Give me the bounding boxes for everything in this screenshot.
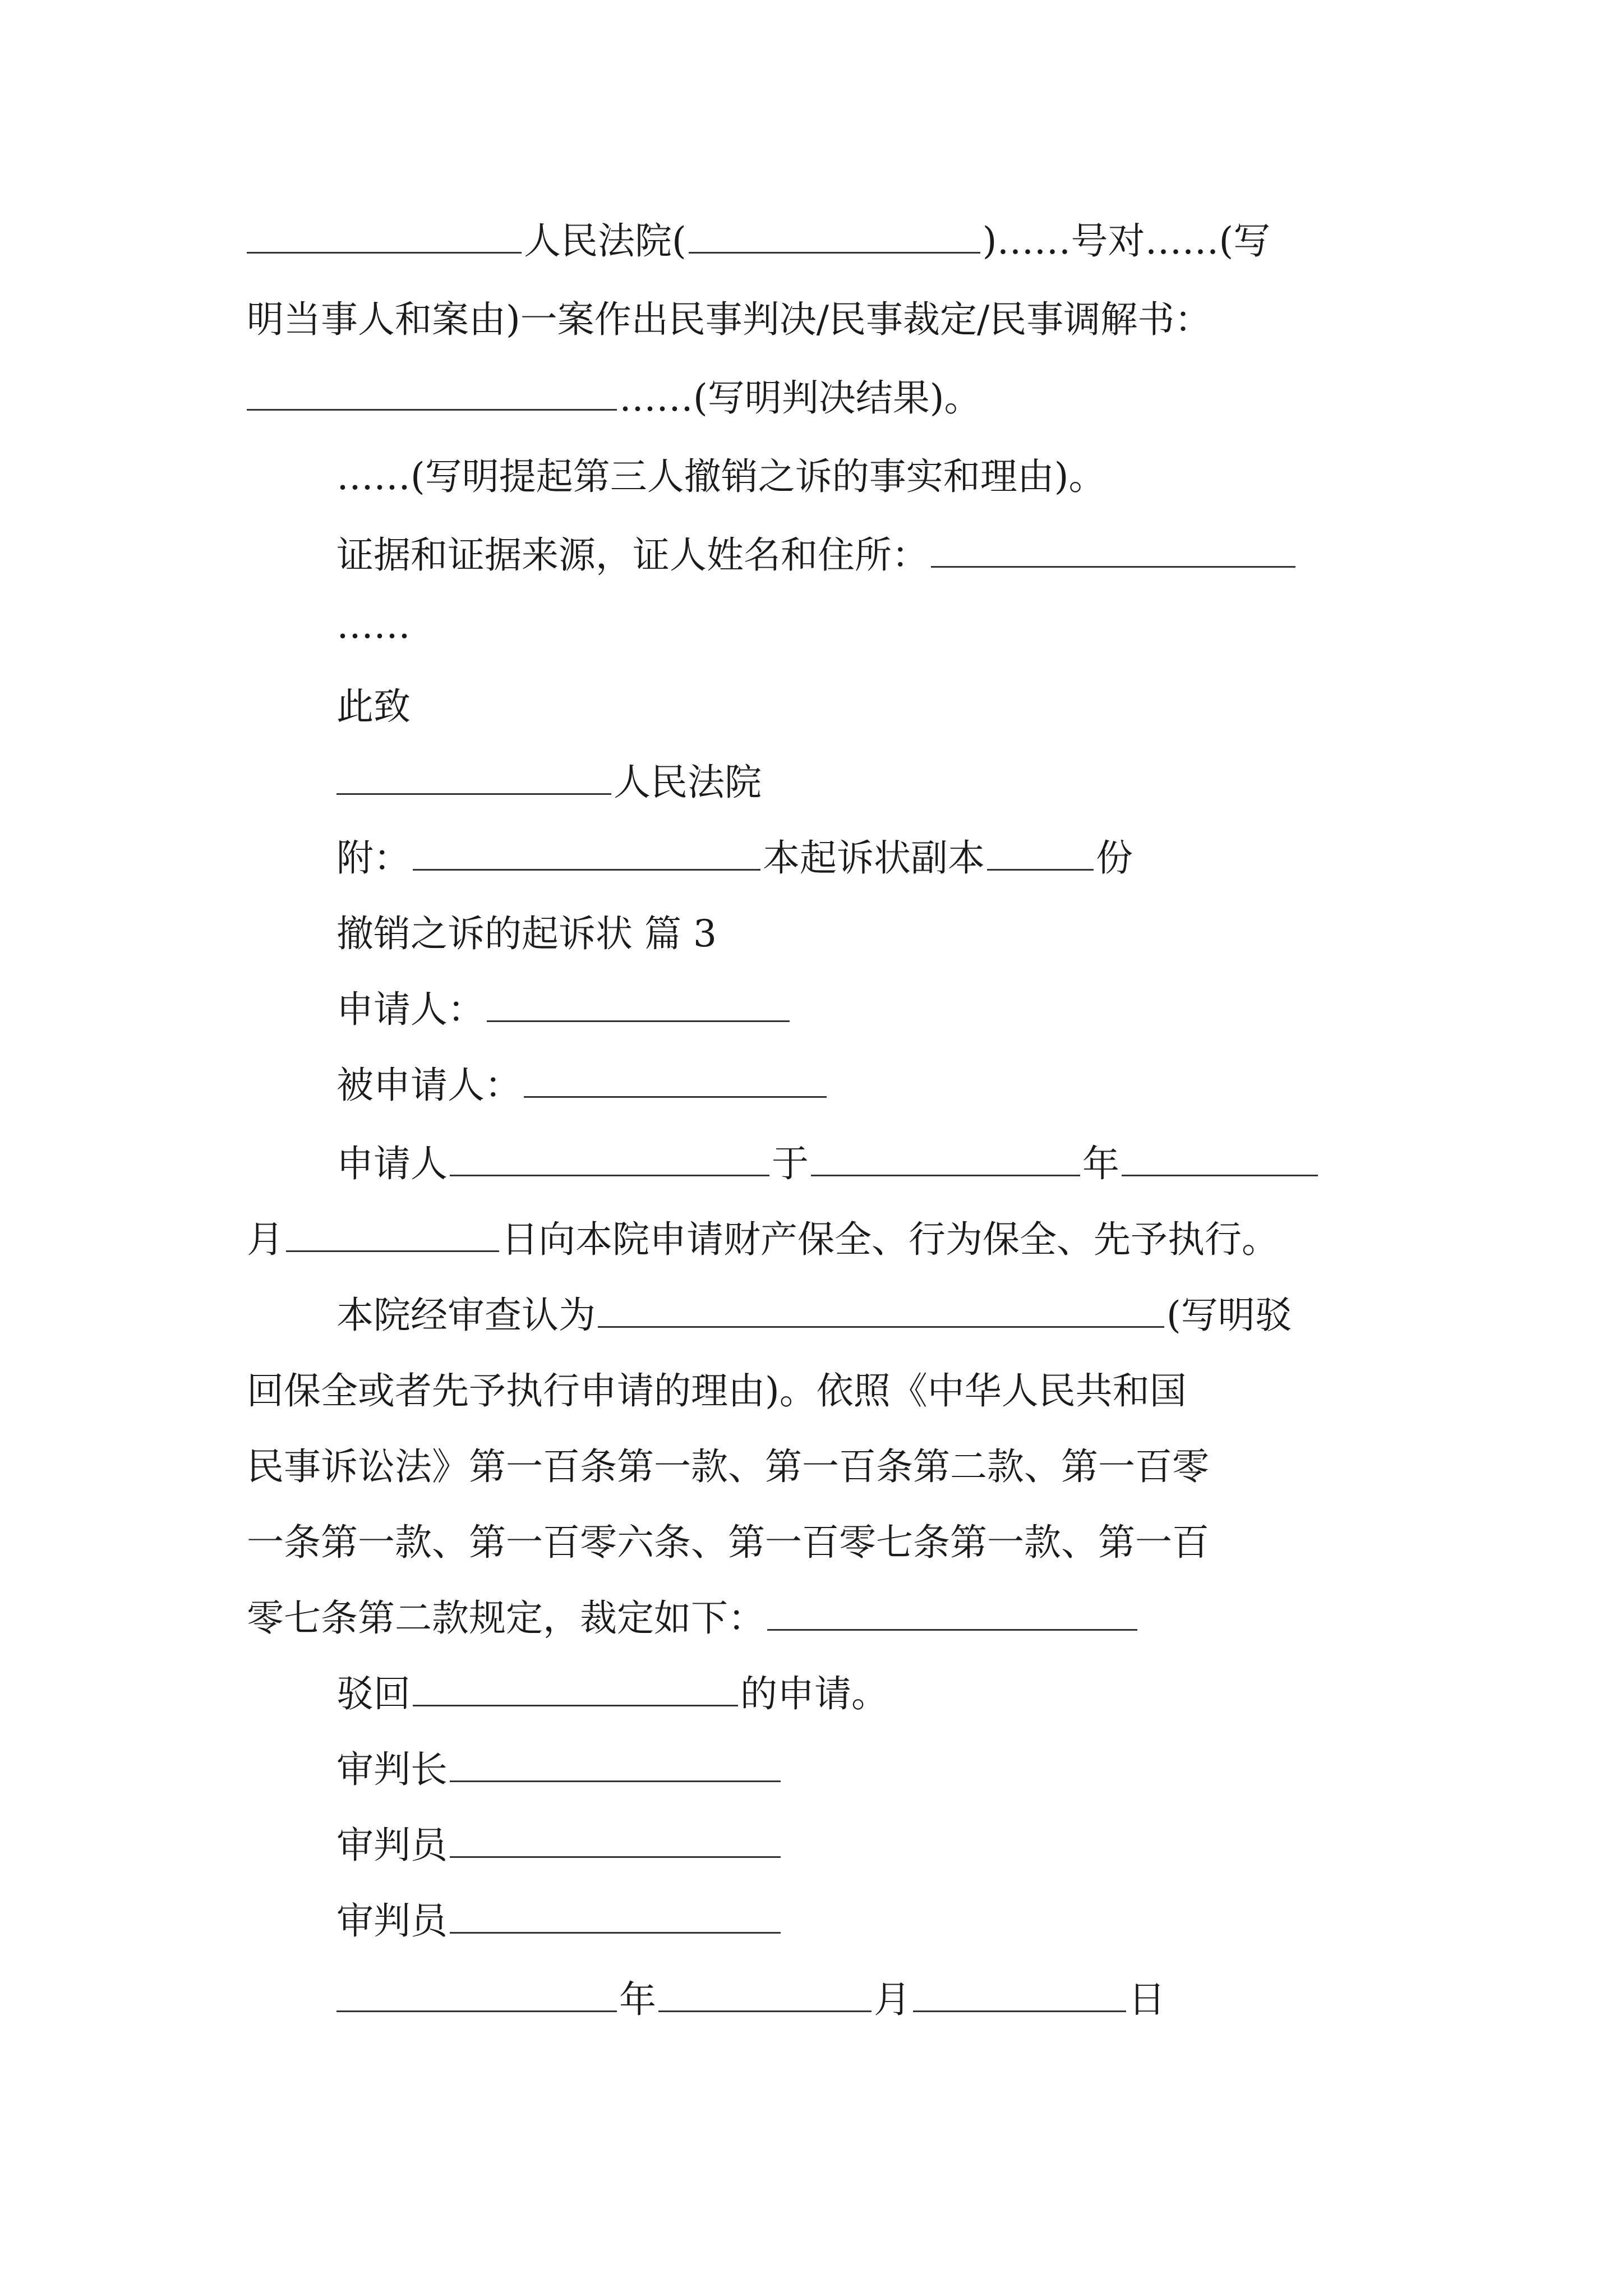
body-line	[247, 295, 1380, 345]
applicant-blank	[487, 987, 790, 1022]
signature-month-label: 月	[874, 1978, 911, 2021]
salutation-text: 此致	[336, 685, 411, 728]
applicant-line	[336, 984, 792, 1035]
body-line	[247, 1442, 1209, 1492]
review-blank	[598, 1292, 1164, 1328]
copies-label: 本起诉状副本	[763, 836, 985, 880]
presiding-judge-label: 审判长	[336, 1748, 448, 1791]
addressee-text: 人民法院	[614, 761, 762, 804]
court-label: 人民法院(	[524, 219, 686, 263]
presiding-judge-blank	[450, 1747, 781, 1782]
copies-unit: 份	[1096, 836, 1133, 880]
attachment-blank	[413, 835, 760, 871]
evidence-line	[336, 530, 1298, 581]
addressee-court-blank	[336, 760, 611, 795]
body-line	[247, 1517, 1209, 1568]
review-label: 本院经审查认为	[336, 1294, 596, 1337]
ruling-text: 零七条第二款规定，裁定如下：	[247, 1596, 765, 1640]
evidence-blank	[931, 532, 1295, 568]
signature-day-label: 日	[1128, 1978, 1165, 2021]
respondent-blank	[524, 1062, 827, 1098]
judge-blank	[450, 1898, 781, 1934]
review-tail: (写明驳	[1166, 1294, 1292, 1337]
dismiss-label: 驳回	[336, 1672, 411, 1715]
evidence-label: 证据和证据来源，证人姓名和住所：	[336, 533, 929, 577]
ruling-blank	[767, 1595, 1137, 1631]
review-line	[336, 1290, 1292, 1341]
section-heading: 撤销之诉的起诉状 篇 3	[336, 912, 717, 955]
applicant-inline-label: 申请人	[336, 1142, 448, 1185]
applicant-name-blank	[450, 1141, 769, 1176]
day-blank	[286, 1217, 499, 1252]
judge-line	[336, 1820, 783, 1871]
month-label: 月	[247, 1218, 284, 1261]
judge-label: 审判员	[336, 1824, 448, 1867]
dismissal-line	[336, 1669, 888, 1719]
attachment-line	[336, 833, 1133, 884]
salutation-line	[336, 682, 411, 732]
court-case-line	[247, 216, 1380, 266]
body-line	[247, 1366, 1187, 1416]
addressee-line	[336, 757, 762, 808]
application-date-line	[336, 1139, 1320, 1189]
on-label: 于	[772, 1142, 809, 1185]
attachment-label: 附：	[336, 836, 411, 880]
copies-count-blank	[987, 835, 1094, 871]
judge-label: 审判员	[336, 1899, 448, 1943]
ellipsis-line	[336, 600, 411, 651]
judge-blank	[450, 1823, 781, 1858]
applicant-label: 申请人：	[336, 988, 485, 1031]
case-tail-text: )……号对……(写	[982, 219, 1271, 263]
signature-date-line	[336, 1975, 1165, 2025]
judgment-blank	[247, 375, 617, 411]
dismiss-tail: 的申请。	[740, 1672, 888, 1715]
court-name-blank	[247, 218, 522, 254]
month-number-blank	[1122, 1141, 1318, 1176]
ellipsis-text: ……	[336, 604, 411, 647]
year-label: 年	[1082, 1142, 1119, 1185]
signature-month-blank	[658, 1977, 872, 2012]
respondent-label: 被申请人：	[336, 1064, 522, 1107]
dismiss-blank	[413, 1671, 738, 1706]
respondent-line	[336, 1060, 829, 1111]
judgment-result-line	[247, 373, 981, 424]
year-blank	[811, 1141, 1080, 1176]
signature-day-blank	[913, 1977, 1126, 2012]
judge-line	[336, 1896, 783, 1947]
signature-year-label: 年	[619, 1978, 656, 2021]
section-heading-line	[336, 909, 717, 959]
judgment-result-text: ……(写明判决结果)。	[619, 376, 981, 420]
application-content-text: 日向本院申请财产保全、行为保全、先予执行。	[501, 1218, 1279, 1261]
presiding-judge-line	[336, 1745, 783, 1795]
facts-line	[336, 452, 1106, 502]
signature-year-blank	[336, 1977, 617, 2012]
body-text: 回保全或者先予执行申请的理由)。依照《中华人民共和国	[247, 1369, 1187, 1412]
case-number-blank	[689, 218, 980, 254]
body-text: 明当事人和案由)一案作出民事判决/民事裁定/民事调解书：	[247, 298, 1212, 341]
facts-text: ……(写明提起第三人撤销之诉的事实和理由)。	[336, 455, 1106, 498]
body-text: 一条第一款、第一百零六条、第一百零七条第一款、第一百	[247, 1521, 1209, 1564]
ruling-line	[247, 1593, 1140, 1644]
application-content-line	[247, 1214, 1279, 1265]
body-text: 民事诉讼法》第一百条第一款、第一百条第二款、第一百零	[247, 1445, 1209, 1488]
